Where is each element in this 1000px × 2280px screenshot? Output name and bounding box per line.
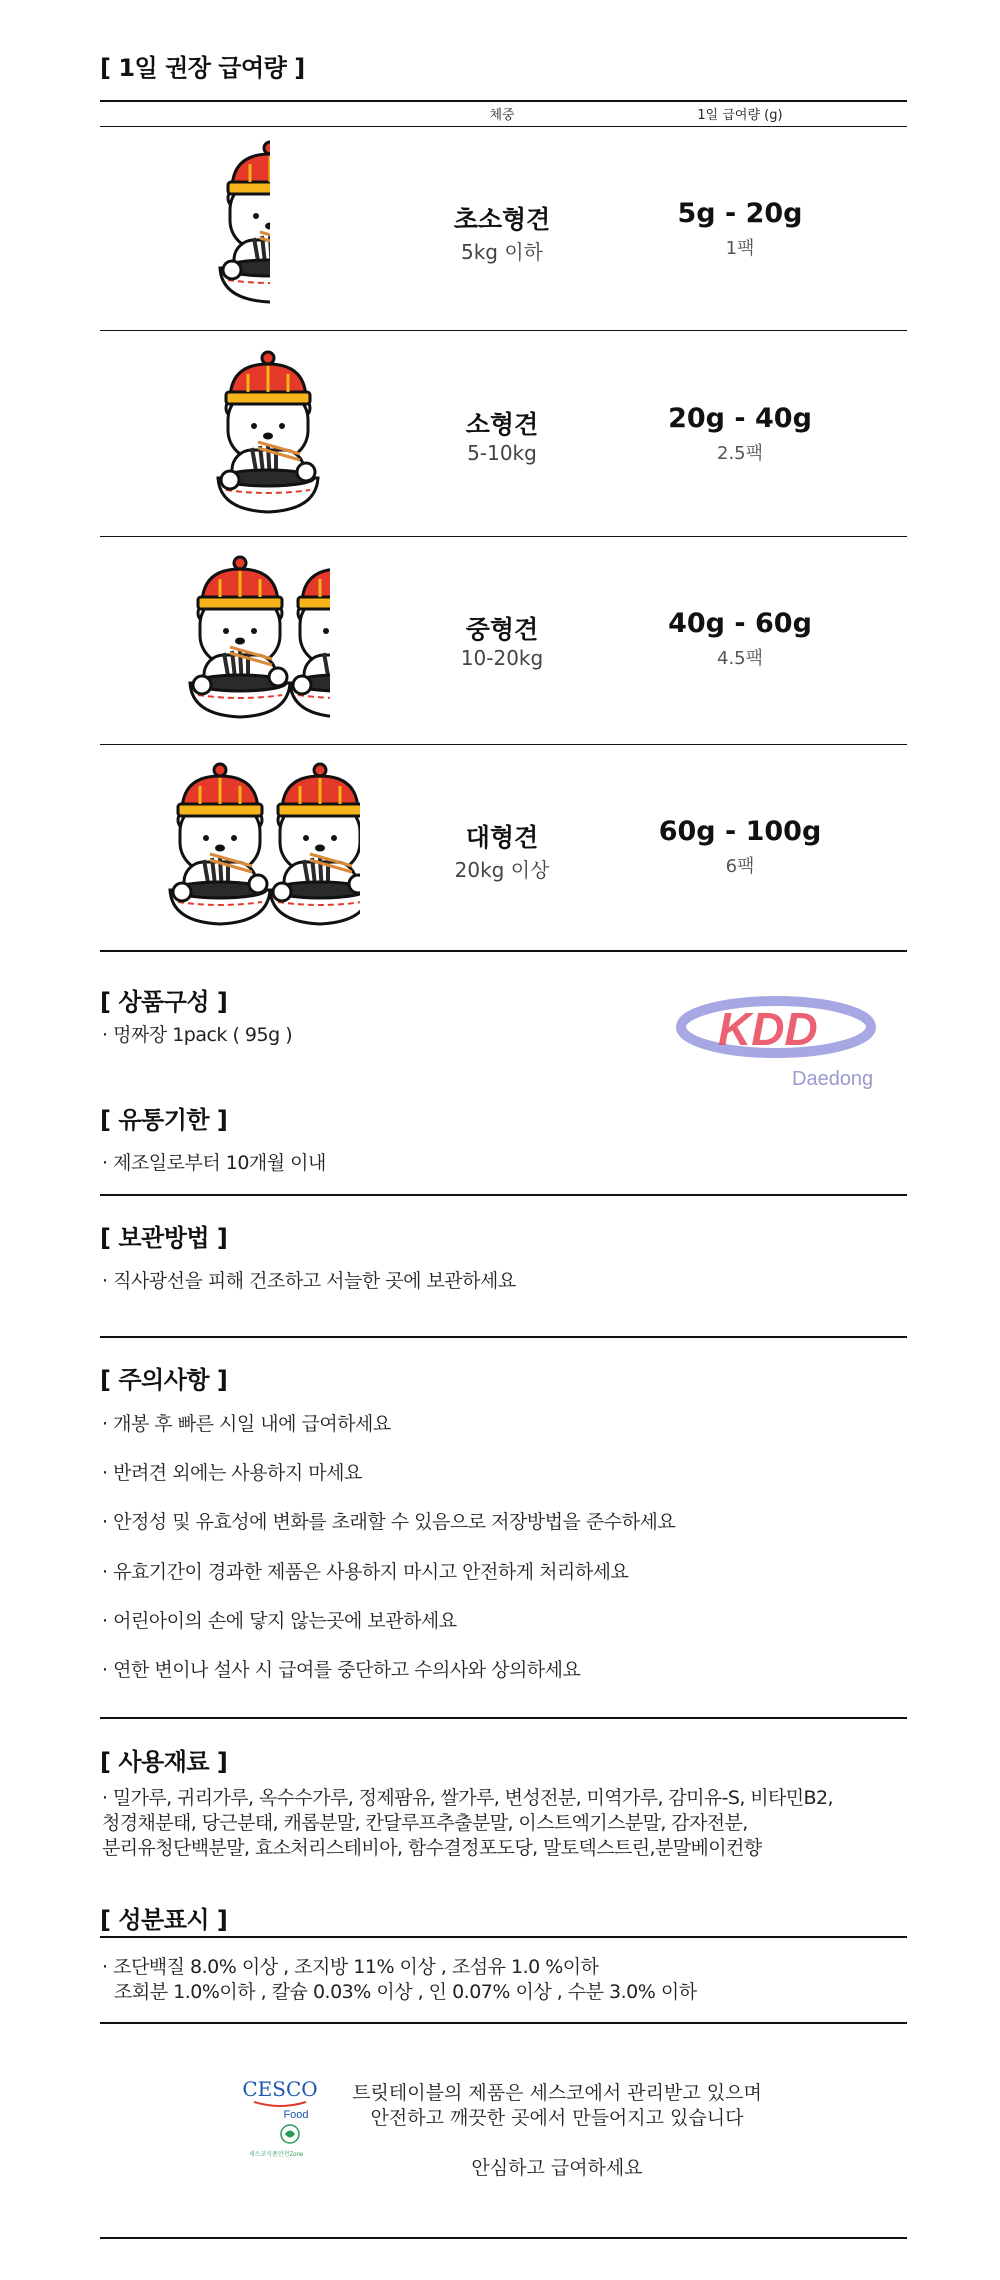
section-rule (100, 2022, 907, 2024)
expiry-title: [ 유통기한 ] (100, 1106, 228, 1134)
daedong-logo (676, 985, 906, 1095)
table-header-rule (100, 126, 907, 127)
logo-name: Daedong (792, 1068, 874, 1090)
storage-title: [ 보관방법 ] (100, 1224, 228, 1252)
mascot-illustration-l (160, 762, 360, 932)
col-header-weight: 체중 (489, 108, 515, 123)
caution-item: · 연한 변이나 설사 시 급여를 중단하고 수의사와 상의하세요 (102, 1655, 580, 1682)
ingredients-line: · 밀가루, 귀리가루, 옥수수가루, 정제팜유, 쌀가루, 변성전분, 미역가루, 감미유-S, 비타민B2, (102, 1787, 833, 1809)
ingredients-line: 청경채분태, 당근분태, 캐롭분말, 칸달루프추출분말, 이스트엑기스분말, 감자전분, (102, 1812, 748, 1834)
cesco-line-2: 안전하고 깨끗한 곳에서 만들어지고 있습니다 (370, 2107, 744, 2129)
caution-item: · 어린아이의 손에 닿지 않는곳에 보관하세요 (102, 1606, 457, 1633)
section-rule (100, 1936, 907, 1938)
size-weight: 5-10kg (467, 441, 537, 465)
cesco-tiny: 세스코식품안전Zone (248, 2152, 304, 2158)
mascot-illustration-m (180, 555, 330, 725)
section-rule (100, 1336, 907, 1338)
feeding-title: [ 1일 권장 급여량 ] (100, 54, 305, 82)
amount-grams: 5g - 20g (677, 198, 803, 229)
cesco-sub: Food (283, 2109, 309, 2121)
mascot-illustration-xs (210, 140, 270, 310)
row-divider (100, 536, 907, 537)
composition-item: · 멍짜장 1pack ( 95g ) (102, 1020, 292, 1047)
analysis-line: 조회분 1.0%이하 , 칼슘 0.03% 이상 , 인 0.07% 이상 , 수분 3.0% 이하 (114, 1981, 697, 2003)
composition-title: [ 상품구성 ] (100, 988, 228, 1016)
section-rule (100, 1194, 907, 1196)
caution-item: · 안정성 및 유효성에 변화를 초래할 수 있음으로 저장방법을 준수하세요 (102, 1507, 675, 1534)
row-divider (100, 330, 907, 331)
analysis-line: · 조단백질 8.0% 이상 , 조지방 11% 이상 , 조섬유 1.0 %이하 (102, 1956, 599, 1978)
size-name: 초소형견 (453, 205, 551, 234)
logo-mark: KDD (718, 1003, 818, 1055)
caution-item: · 반려견 외에는 사용하지 마세요 (102, 1458, 362, 1485)
table-bottom-rule (100, 950, 907, 952)
expiry-item: · 제조일로부터 10개월 이내 (102, 1148, 326, 1175)
cesco-logo (240, 2074, 320, 2164)
amount-packs: 6팩 (725, 856, 755, 877)
analysis-title: [ 성분표시 ] (100, 1906, 228, 1934)
mascot-illustration-s (208, 350, 328, 520)
caution-item: · 유효기간이 경과한 제품은 사용하지 마시고 안전하게 처리하세요 (102, 1557, 628, 1584)
analysis-values (102, 1955, 697, 2005)
table-top-rule (100, 100, 907, 102)
cautions-title: [ 주의사항 ] (100, 1366, 228, 1394)
amount-packs: 2.5팩 (716, 443, 764, 464)
col-header-amount: 1일 급여량 (g) (697, 108, 783, 123)
ingredients-title: [ 사용재료 ] (100, 1748, 228, 1776)
amount-grams: 40g - 60g (668, 608, 812, 639)
size-name: 중형견 (465, 615, 539, 644)
ingredients-line: 분리유청단백분말, 효소처리스테비아, 함수결정포도당, 말토덱스트린,분말베이컨향 (102, 1837, 762, 1859)
ingredients-list (102, 1786, 902, 1861)
amount-packs: 1팩 (725, 238, 755, 259)
section-rule (100, 1717, 907, 1719)
size-weight: 10-20kg (460, 646, 544, 670)
size-weight: 5kg 이하 (461, 240, 543, 264)
size-name: 소형견 (465, 410, 539, 439)
amount-packs: 4.5팩 (716, 648, 764, 669)
amount-grams: 20g - 40g (668, 403, 812, 434)
amount-grams: 60g - 100g (658, 816, 822, 847)
storage-item: · 직사광선을 피해 건조하고 서늘한 곳에 보관하세요 (102, 1266, 516, 1293)
cesco-line-3: 안심하고 급여하세요 (471, 2157, 643, 2179)
size-name: 대형견 (465, 823, 539, 852)
page-bottom-rule (100, 2237, 907, 2239)
cesco-brand: CESCO (242, 2077, 318, 2101)
row-divider (100, 744, 907, 745)
cesco-line-1: 트릿테이블의 제품은 세스코에서 관리받고 있으며 (352, 2082, 762, 2104)
caution-item: · 개봉 후 빠른 시일 내에 급여하세요 (102, 1409, 391, 1436)
size-weight: 20kg 이상 (454, 858, 550, 882)
